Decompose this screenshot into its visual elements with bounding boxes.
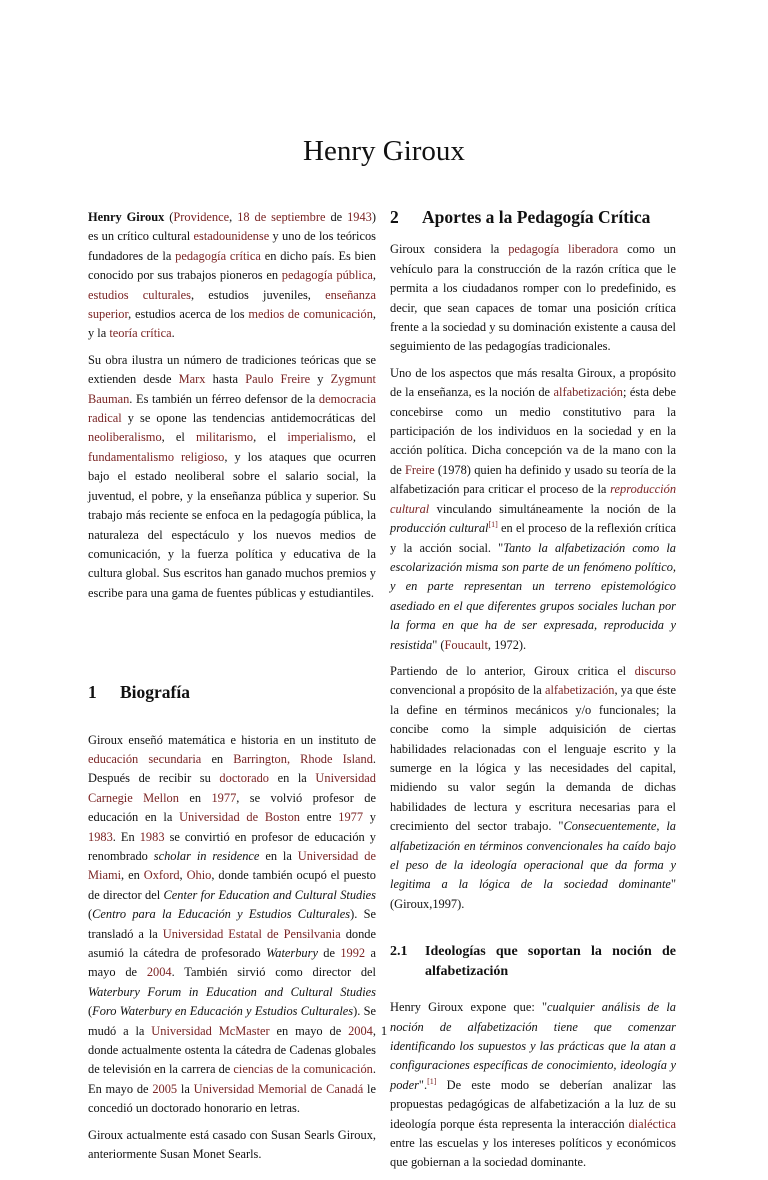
- aportes-paragraph-1: Giroux considera la pedagogía liberadora como un vehículo para la construcción de la razón crítica que le permita a los ciudadanos romper con lo predefinido, es decir, que sean capaces de tomar una posición crítica frente a la sociedad y su dominación existente a causa del seguimiento de las pedagogías tradicionales.: [390, 242, 676, 354]
- link-ensenanza-superior[interactable]: enseñanza superior: [88, 287, 376, 322]
- section-heading-aportes: 2 Aportes a la Pedagogía Crítica: [390, 207, 651, 227]
- link-1977[interactable]: 1977: [211, 790, 237, 805]
- link-freire[interactable]: Paulo Freire: [245, 372, 311, 387]
- link-democracia-radical[interactable]: democracia radical: [88, 391, 376, 426]
- reference-1[interactable]: [1]: [488, 519, 498, 529]
- link-ciencias-comunicacion[interactable]: ciencias de la comunicación: [233, 1062, 373, 1077]
- link-fundamentalismo[interactable]: fundamentalismo religioso: [88, 449, 225, 464]
- link-militarismo[interactable]: militarismo: [195, 430, 254, 445]
- link-doctorado[interactable]: doctorado: [219, 771, 269, 786]
- link-discurso[interactable]: discurso: [634, 663, 676, 678]
- works-paragraph: Su obra ilustra un número de tradiciones teóricas que se extienden desde Marx hasta Paulo Freire y Zygmunt Bauman. Es también un férreo defensor de la democracia radical y se opone las tendencias antidemocráticas del neoliberalismo, el militarismo, el imperialismo, el fundamentalismo religioso, y los ataques que ocurren bajo el estado neoliberal sobre el salario social, la juventud, el pobre, y la enseñanza pública y superior. Su trabajo más reciente se enfoca en la pedagogía pública, la naturaleza del espectáculo y los nuevos medios de comunicación, y la fuerza política y educativa de la cultura global. Sus escritos han ganado muchos premios y escribe para una gama de fuentes públicas y estudiantiles.: [88, 352, 377, 600]
- link-teoria-critica[interactable]: teoría crítica: [109, 326, 172, 341]
- link-estudios-culturales[interactable]: estudios culturales: [88, 287, 191, 302]
- intro-paragraph: Henry Giroux (Providence, 18 de septiembre de 1943) es un crítico cultural estadounidense y uno de los teóricos fundadores de la pedagogía crítica en dicho país. Es bien conocido por sus trabajos pioneros en pedagogía pública, estudios culturales, estudios juveniles, enseñanza superior, estudios acerca de los medios de comunicación, y la teoría crítica.: [88, 210, 377, 341]
- link-2005[interactable]: 2005: [152, 1081, 178, 1096]
- link-freire-2[interactable]: Freire: [405, 462, 435, 477]
- aportes-paragraph-3: Partiendo de lo anterior, Giroux critica el discurso convencional a propósito de la alfabetización, ya que éste la define en términos mecánicos y/o funcionales; la concibe como la simple adquisición de ciertas habilidades relacionadas con el lenguaje escrito y la sumerge en la lógica y las necesidades del capital, midiendo su valor según la demanda de dichas habilidades de lectura y escritura necesarias para el crecimiento del sector trabajo. "Consecuentemente, la alfabetización en términos convencionales ha caído bajo el peso de la ideología operacional que da forma y legitima a la lógica de la sociedad dominante" (Giroux,1997).: [390, 663, 676, 911]
- link-mcmaster[interactable]: Universidad McMaster: [151, 1023, 270, 1038]
- link-pedagogia-critica[interactable]: pedagogía crítica: [175, 248, 261, 263]
- link-carnegie-mellon[interactable]: Universidad Carnegie Mellon: [88, 771, 376, 805]
- ideologias-paragraph: Henry Giroux expone que: "cualquier análisis de la noción de alfabetización tiene que comenzar identificando los supuestos y las prácticas que la atan a configuraciones específicas de conocimiento, ideología y poder".[1] De este modo se deberían analizar las propuestas pedagógicas de alfabetización a la luz de su ideología porque ésta representa la interacción dialéctica entre las escuelas y los intereses políticos y económicos que gobiernan a la sociedad dominante.: [390, 1000, 676, 1170]
- link-bauman[interactable]: Zygmunt Bauman: [88, 372, 376, 406]
- link-2004[interactable]: 2004: [146, 965, 172, 980]
- link-marx[interactable]: Marx: [178, 372, 206, 387]
- page-title: Henry Giroux: [303, 135, 465, 168]
- link-providence[interactable]: Providence: [173, 210, 230, 224]
- link-alfabetizacion[interactable]: alfabetización: [553, 385, 623, 400]
- link-1992[interactable]: 1992: [340, 946, 366, 960]
- personal-paragraph: Giroux actualmente está casado con Susan Searls Giroux, anteriormente Susan Monet Searls.: [88, 1127, 376, 1162]
- link-estadounidense[interactable]: estadounidense: [193, 229, 270, 244]
- link-miami[interactable]: Universidad de Miami: [88, 848, 376, 883]
- link-barrington[interactable]: Barrington, Rhode Island: [233, 751, 373, 766]
- link-birthdate[interactable]: 18 de septiembre: [237, 210, 326, 224]
- reference-1-b[interactable]: [1]: [427, 1076, 437, 1086]
- link-imperialismo[interactable]: imperialismo: [287, 430, 353, 445]
- link-pedagogia-liberadora[interactable]: pedagogía liberadora: [508, 242, 619, 257]
- link-reproduccion-cultural[interactable]: reproducción cultural: [390, 482, 677, 516]
- link-alfabetizacion-2[interactable]: alfabetización: [544, 683, 615, 698]
- link-1983-b[interactable]: 1983: [139, 829, 165, 844]
- biography-paragraph: Giroux enseñó matemática e historia en un instituto de educación secundaria en Barrington, Rhode Island. Después de recibir su doctorado en la Universidad Carnegie Mellon en 1977, se volvió profesor de educación en la Universidad de Boston entre 1977 y 1983. En 1983 se convirtió en profesor de educación y renombrado scholar in residence en la Universidad de Miami, en Oxford, Ohio, donde también ocupó el puesto de director del Center for Education and Cultural Studies (Centro para la Educación y Estudios Culturales). Se transladó a la Universidad Estatal de Pensilvania donde asumió la cátedra de profesorado Waterbury de 1992 a mayo de 2004. También sirvió como director del Waterbury Forum in Education and Cultural Studies (Foro Waterbury en Educación y Estudios Culturales). Se mudó a la Universidad McMaster en mayo de 2004, donde actualmente ostenta la cátedra de Cadenas globales de televisión en la carrera de ciencias de la comunicación. En mayo de 2005 la Universidad Memorial de Canadá le concedió un doctorado honorario en letras.: [88, 732, 377, 1116]
- link-educacion-secundaria[interactable]: educación secundaria: [88, 751, 202, 766]
- link-ohio[interactable]: Ohio: [186, 868, 212, 883]
- link-1983[interactable]: 1983: [88, 829, 113, 844]
- link-memorial[interactable]: Universidad Memorial de Canadá: [193, 1081, 364, 1096]
- aportes-paragraph-2: Uno de los aspectos que más resalta Giroux, a propósito de la enseñanza, es la noción de alfabetización; ésta debe concebirse como un medio constitutivo para la participación de los individuos en la sociedad y en la acción política. Dicha concepción va de la mano con la de Freire (1978) quien ha definido y usado su teoría de la alfabetización para criticar el proceso de la reproducción cultural vinculando simultáneamente la noción de la producción cultural[1] en el proceso de la reflexión crítica y la acción social. "Tanto la alfabetización como la escolarización misma son parte de un fenómeno político, y en parte representan un terreno epistemológico asediado en el que diferentes grupos sociales luchan por la forma en que ha de ser expresada, reproducida y resistida" (Foucault, 1972).: [390, 365, 677, 652]
- link-dialectica[interactable]: dialéctica: [628, 1116, 676, 1131]
- subsection-heading-ideologias: 2.1 Ideologías que soportan la noción de alfabetización: [390, 944, 676, 980]
- subject-name: Henry Giroux: [88, 210, 165, 224]
- link-1977-b[interactable]: 1977: [338, 810, 364, 825]
- link-boston[interactable]: Universidad de Boston: [179, 810, 300, 825]
- link-oxford[interactable]: Oxford: [143, 868, 180, 883]
- link-medios[interactable]: medios de comunicación: [248, 307, 373, 322]
- section-heading-biografia: 1 Biografía: [88, 682, 190, 703]
- link-2004-b[interactable]: 2004: [348, 1023, 373, 1038]
- link-birthyear[interactable]: 1943: [347, 210, 372, 224]
- page-number: 1: [380, 1023, 388, 1038]
- link-pensilvania[interactable]: Universidad Estatal de Pensilvania: [162, 926, 341, 941]
- link-pedagogia-publica[interactable]: pedagogía pública: [281, 268, 373, 283]
- link-neoliberalismo[interactable]: neoliberalismo: [88, 430, 162, 445]
- link-foucault[interactable]: Foucault: [444, 637, 488, 652]
